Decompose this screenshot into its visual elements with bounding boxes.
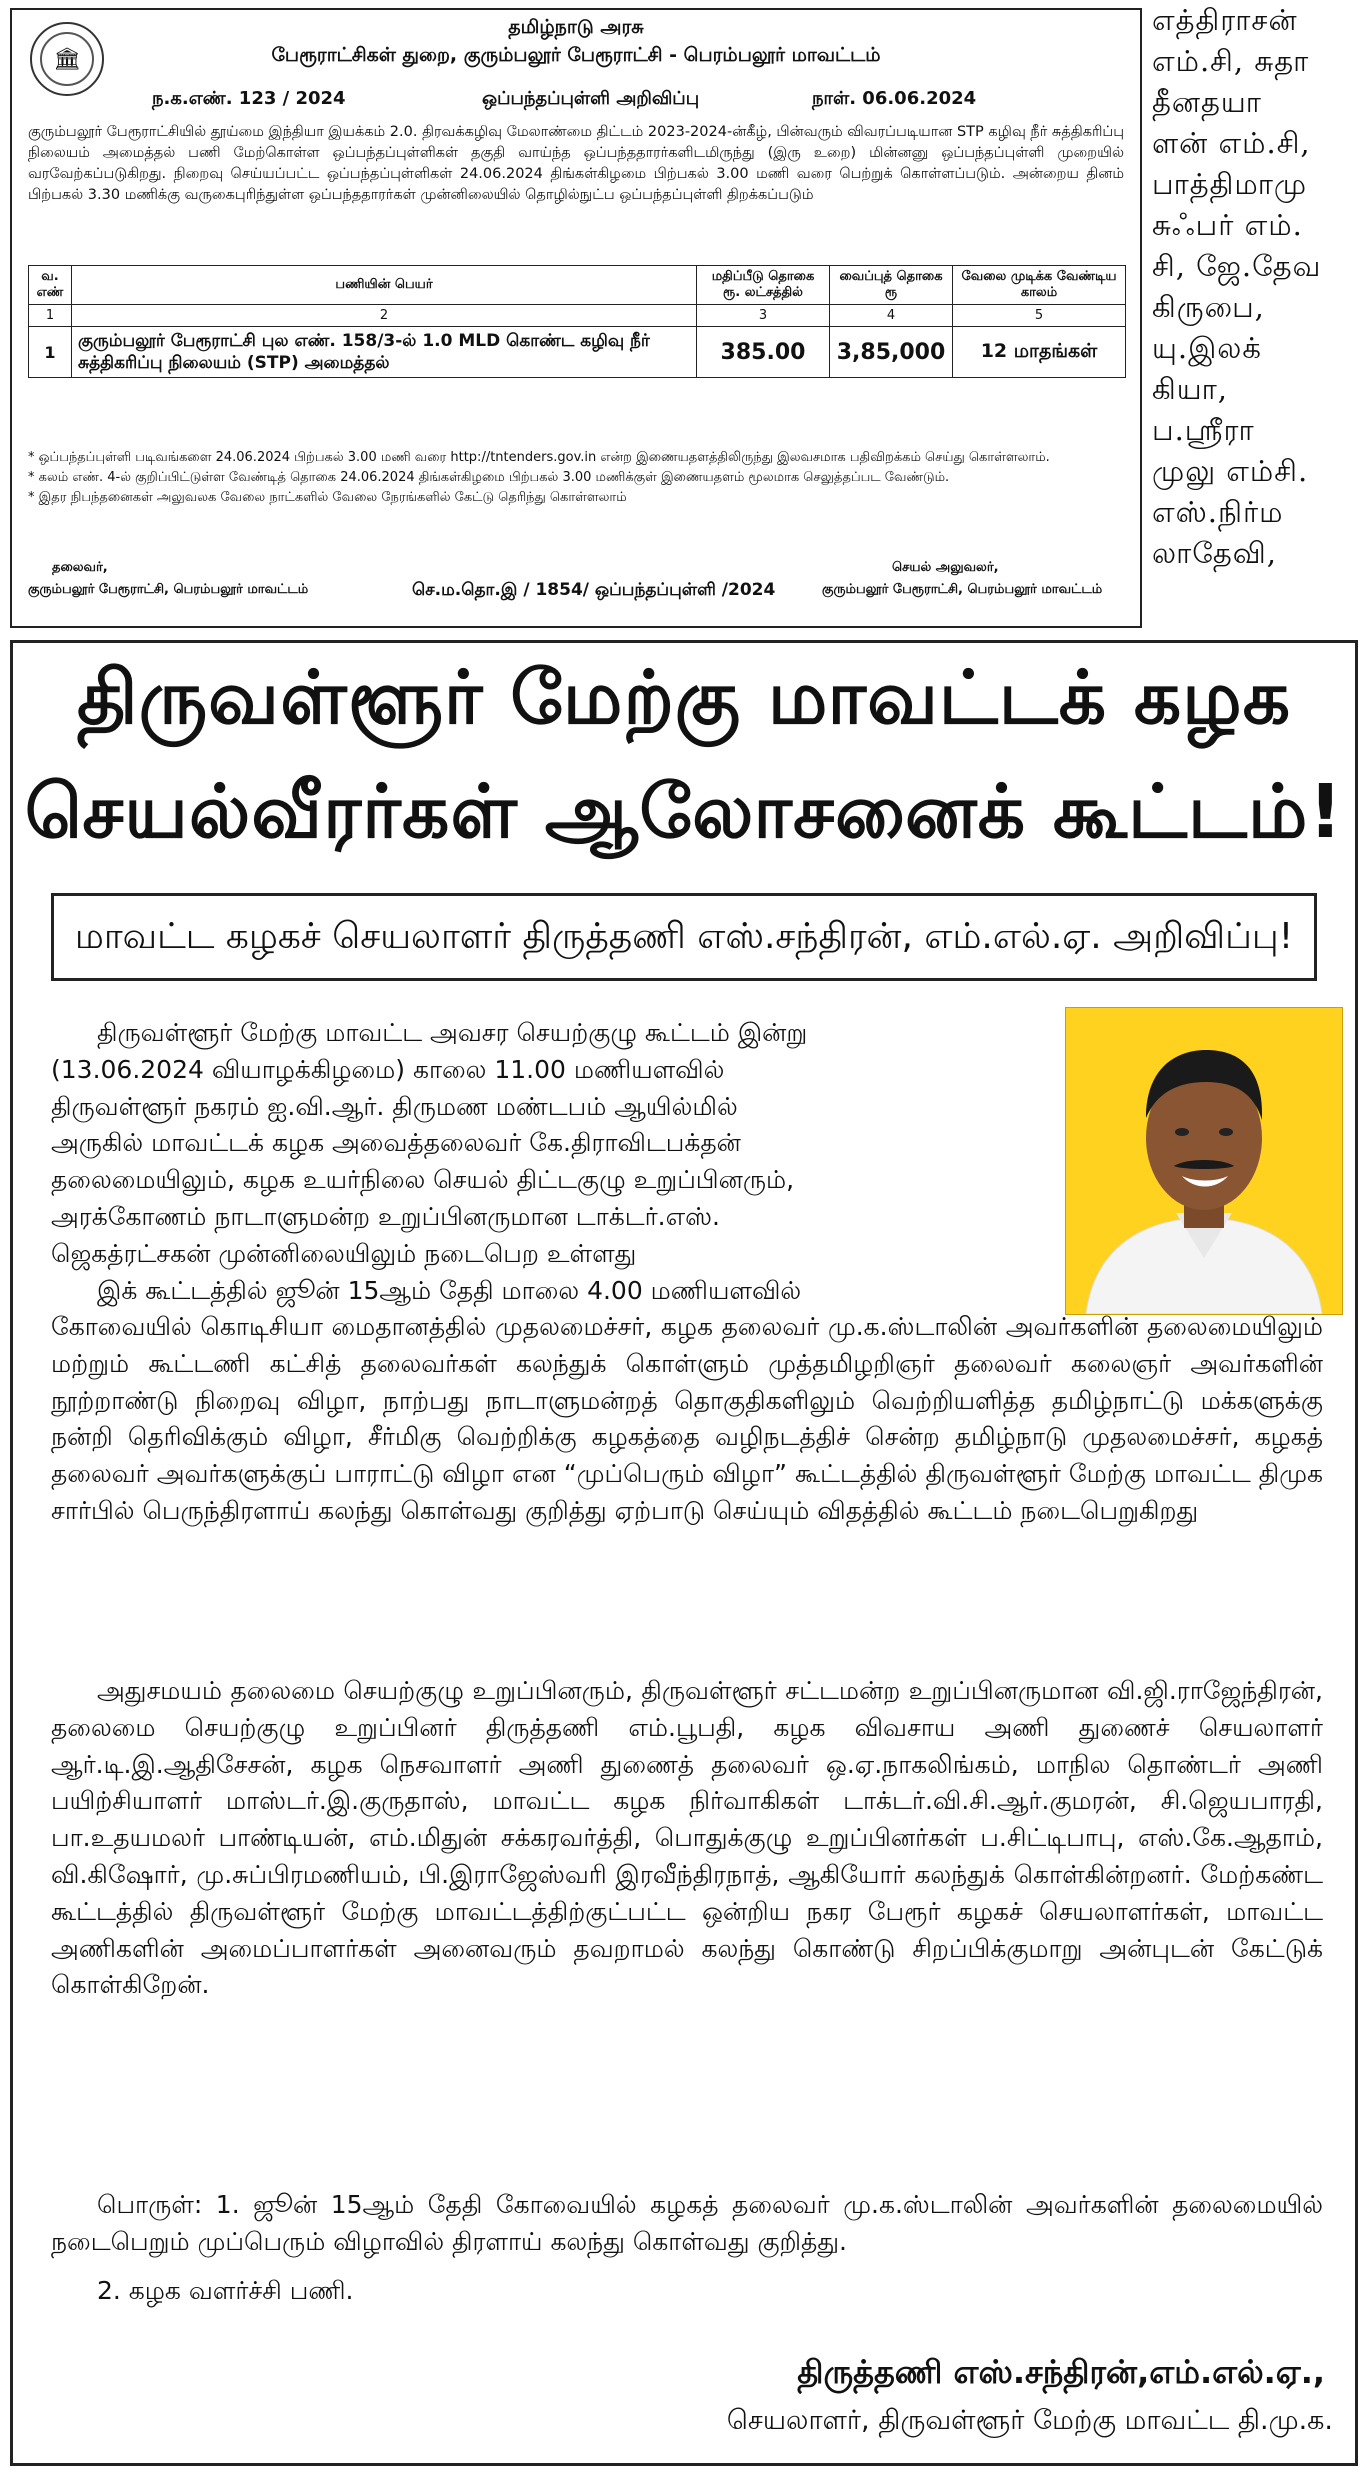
portrait-photo <box>1065 1007 1343 1315</box>
tender-body: குரும்பலூர் பேரூராட்சியில் தூய்மை இந்தியா இயக்கம் 2.0. திரவக்கழிவு மேலாண்மை திட்டம் 2023-2024-ன்கீழ், பின்வரும் விவரப்படியான STP கழிவு நீர் சுத்திகரிப்பு நிலையம் அமைத்தல் பணி மேற்கொள்ள ஒப்பந்தப்புள்ளிகள் தகுதி வாய்ந்த ஒப்பந்ததாரர்களிடமிருந்து (இரு உறை) மின்னனு ஒப்பந்தப்புள்ளி முறையில் வரவேற்கப்படுகிறது. நிறைவு செய்யப்பட்ட ஒப்பந்தப்புள்ளிகள் 24.06.2024 திங்கள்கிழமை பிற்பகல் 3.00 மணி வரை பெற்றுக் கொள்ளப்படும். அன்றைய தினம் பிற்பகல் 3.30 மணிக்கு வருகைபுரிந்துள்ள ஒப்பந்ததாரர்கள் முன்னிலையில் தொழில்நுட்ப ஒப்பந்தப்புள்ளி திறக்கப்படும் <box>28 124 1124 203</box>
headline-line-2: செயல்வீரர்கள் ஆலோசனைக் கூட்டம்! <box>24 769 1344 855</box>
table-cell: 2 <box>72 305 697 327</box>
side-line: எத்திராசன் <box>1152 3 1298 37</box>
person-portrait-icon <box>1066 1008 1342 1314</box>
tender-table <box>28 265 1126 378</box>
side-line: கிருபை, <box>1152 290 1265 324</box>
table-cell-deposit: 3,85,000 <box>830 327 953 378</box>
side-line: முலு எம்சி. <box>1152 454 1309 488</box>
table-cell-work: குரும்பலூர் பேரூராட்சி புல எண். 158/3-ல் 1.0 MLD கொண்ட கழிவு நீர் சுத்திகரிப்பு நிலையம் (STP) அமைத்தல் <box>72 327 697 378</box>
side-line: சுஃபர் எம். <box>1152 208 1303 242</box>
para-line: திருவள்ளூர் நகரம் ஐ.வி.ஆர். திருமண மண்டபம் ஆயில்மில் <box>51 1091 738 1121</box>
para-line: அருகில் மாவட்டக் கழக அவைத்தலைவர் கே.திராவிடபக்தன் <box>51 1128 741 1158</box>
paragraph-3: அதுசமயம் தலைமை செயற்குழு உறுப்பினரும், திருவள்ளூர் சட்டமன்ற உறுப்பினருமான வி.ஜி.ராஜேந்திரன், தலைமை செயற்குழு உறுப்பினர் திருத்தணி எம்.பூபதி, கழக விவசாய அணி துணைச் செயலாளர் ஆர்.டி.இ.ஆதிசேசன், கழக நெசவாளர் அணி துணைத் தலைவர் ஒ.ஏ.நாகலிங்கம், மாநில தொண்டர் அணி பயிற்சியாளர் மாஸ்டர்.இ.குருதாஸ், மாவட்ட கழக நிர்வாகிகள் டாக்டர்.வி.சி.ஆர்.குமரன், சி.ஜெயபாரதி, பா.உதயமலர் பாண்டியன், எம்.மிதுன் சக்கரவர்த்தி, பொதுக்குழு உறுப்பினர்கள் ப.சிட்டிபாபு, எஸ்.கே.ஆதாம், வி.கிஷோர், மு.சுப்பிரமணியம், பி.இராஜேஸ்வரி இரவீந்திரநாத், ஆகியோர் கலந்துக் கொள்கின்றனர். மேற்கண்ட கூட்டத்தில் திருவள்ளூர் மேற்கு மாவட்டத்திற்குட்பட்ட ஒன்றிய நகர பேரூர் கழகச் செயலாளர்கள், மாவட்ட அணிகளின் அமைப்பாளர்கள் அனைவரும் தவறாமல் கலந்து கொண்டு சிறப்பிக்குமாறு அன்புடன் கேட்டுக் கொள்கிறேன். <box>51 1676 1323 2000</box>
adjacent-column-text <box>1152 0 1366 640</box>
table-cell: 5 <box>953 305 1126 327</box>
right-sign-title: செயல் அலுவலர், <box>892 560 999 575</box>
table-row <box>29 327 1126 378</box>
tender-note: * இதர நிபந்தனைகள் அலுவலக வேலை நாட்களில் வேலை நேரங்களில் கேட்டு தெரிந்து கொள்ளலாம் <box>28 490 627 505</box>
tender-notes <box>28 448 1124 508</box>
right-sign-place: குரும்பலூர் பேரூராட்சி, பெரம்பலூர் மாவட்டம் <box>822 582 1103 597</box>
para-line: இக் கூட்டத்தில் ஜூன் 15ஆம் தேதி மாலை 4.00 மணியளவில் <box>97 1275 802 1305</box>
signatory-title: செயலாளர், திருவள்ளூர் மேற்கு மாவட்ட தி.மு.க. <box>726 2405 1333 2436</box>
tender-title: ஒப்பந்தப்புள்ளி அறிவிப்பு <box>482 88 700 109</box>
left-sign-title: தலைவர், <box>52 560 108 575</box>
tender-date: நாள். 06.06.2024 <box>812 88 977 109</box>
agenda-item-1: பொருள்: 1. ஜூன் 15ஆம் தேதி கோவையில் கழகத் தலைவர் மு.க.ஸ்டாலின் அவர்களின் தலைமையில் நடைபெறும் முப்பெரும் விழாவில் திரளாய் கலந்து கொள்வது குறித்து. <box>51 2190 1323 2256</box>
side-line: லாதேவி, <box>1152 536 1277 570</box>
side-line: பாத்திமாமு <box>1152 167 1308 201</box>
side-line: ப.ஸ்ரீரா <box>1152 413 1255 447</box>
table-header: மதிப்பீடு தொகை ரூ. லட்சத்தில் <box>697 266 830 305</box>
announcement-box <box>10 640 1358 2466</box>
table-cell-sno: 1 <box>29 327 72 378</box>
para-line: ஜெகத்ரட்சகன் முன்னிலையிலும் நடைபெற உள்ளது <box>51 1238 637 1268</box>
tender-notice <box>10 8 1142 628</box>
side-line: தீனதயா <box>1152 85 1262 119</box>
headline-line-1: திருவள்ளூர் மேற்கு மாவட்டக் கழக <box>76 655 1292 741</box>
side-line: யு.இலக் <box>1152 331 1262 365</box>
paragraph-1 <box>51 1015 1047 1309</box>
table-header: பணியின் பெயர் <box>72 266 697 305</box>
tender-govt: தமிழ்நாடு அரசு <box>508 16 644 38</box>
left-sign-place: குரும்பலூர் பேரூராட்சி, பெரம்பலூர் மாவட்டம் <box>28 582 309 597</box>
agenda-item-2: 2. கழக வளர்ச்சி பணி. <box>97 2276 354 2305</box>
side-line: எஸ்.நிர்ம <box>1152 495 1284 529</box>
side-line: எம்.சி, சுதா <box>1152 44 1310 78</box>
para-line: தலைமையிலும், கழக உயர்நிலை செயல் திட்டகுழு உறுப்பினரும், <box>51 1165 795 1195</box>
side-line: சி, ஜே.தேவ <box>1152 249 1322 283</box>
side-line: கியா, <box>1152 372 1228 406</box>
tender-note: * ஒப்பந்தப்புள்ளி படிவங்களை 24.06.2024 பிற்பகல் 3.00 மணி வரை http://tntenders.gov.in என்ற இணையதளத்திலிருந்து இலவசமாக பதிவிறக்கம் செய்து கொள்ளலாம். <box>28 450 1050 465</box>
para-line: (13.06.2024 வியாழக்கிழமை) காலை 11.00 மணியளவில் <box>51 1054 725 1084</box>
table-cell: 3 <box>697 305 830 327</box>
government-seal-icon: 🏛 <box>30 22 104 96</box>
table-header: வைப்புத் தொகை ரூ <box>830 266 953 305</box>
tender-note: * கலம் எண். 4-ல் குறிப்பிட்டுள்ள வேண்டித் தொகை 24.06.2024 திங்கள்கிழமை பிற்பகல் 3.00 மணிக்குள் இணையதளம் மூலமாக செலுத்தப்பட வேண்டும். <box>28 470 950 485</box>
table-header-row <box>29 266 1126 305</box>
paragraph-2: கோவையில் கொடிசியா மைதானத்தில் முதலமைச்சர், கழக தலைவர் மு.க.ஸ்டாலின் அவர்களின் தலைமையிலும் மற்றும் கூட்டணி கட்சித் தலைவர்கள் கலந்துக் கொள்ளும் முத்தமிழறிஞர் தலைவர் கலைஞர் அவர்களின் நூற்றாண்டு நிறைவு விழா, நாற்பது நாடாளுமன்றத் தொகுதிகளிலும் வெற்றியளித்த தமிழ்நாட்டு மக்களுக்கு நன்றி தெரிவிக்கும் விழா, சீர்மிகு வெற்றிக்கு கழகத்தை வழிநடத்திச் சென்ற தமிழ்நாடு முதலமைச்சர், கழகத் தலைவர் அவர்களுக்குப் பாராட்டு விழா என “முப்பெரும் விழா” கூட்டத்தில் திருவள்ளூர் மேற்கு மாவட்ட திமுக சார்பில் பெருந்திரளாய் கலந்து கொள்வது குறித்து ஏற்பாடு செய்யும் விதத்தில் கூட்டம் நடைபெறுகிறது <box>51 1312 1324 1525</box>
table-cell: 1 <box>29 305 72 327</box>
table-number-row <box>29 305 1126 327</box>
signatory-name: திருத்தணி எஸ்.சந்திரன்,எம்.எல்.ஏ., <box>797 2353 1325 2391</box>
table-header: வேலை முடிக்க வேண்டிய காலம் <box>953 266 1126 305</box>
table-header: வ. எண் <box>29 266 72 305</box>
table-cell-period: 12 மாதங்கள் <box>953 327 1126 378</box>
dipr-number: செ.ம.தொ.இ / 1854/ ஒப்பந்தப்புள்ளி /2024 <box>412 580 776 600</box>
table-cell: 4 <box>830 305 953 327</box>
subheadline: மாவட்ட கழகச் செயலாளர் திருத்தணி எஸ்.சந்திரன், எம்.எல்.ஏ. அறிவிப்பு! <box>51 893 1317 981</box>
table-cell-estimate: 385.00 <box>697 327 830 378</box>
tender-dept: பேரூராட்சிகள் துறை, குரும்பலூர் பேரூராட்சி - பெரம்பலூர் மாவட்டம் <box>271 44 881 66</box>
side-line: ளன் எம்.சி, <box>1152 126 1311 160</box>
para-line: திருவள்ளூர் மேற்கு மாவட்ட அவசர செயற்குழு கூட்டம் இன்று <box>97 1018 808 1047</box>
para-line: அரக்கோணம் நாடாளுமன்ற உறுப்பினருமான டாக்டர்.எஸ். <box>51 1201 720 1231</box>
tender-ref-no: ந.க.எண். 123 / 2024 <box>152 88 346 109</box>
